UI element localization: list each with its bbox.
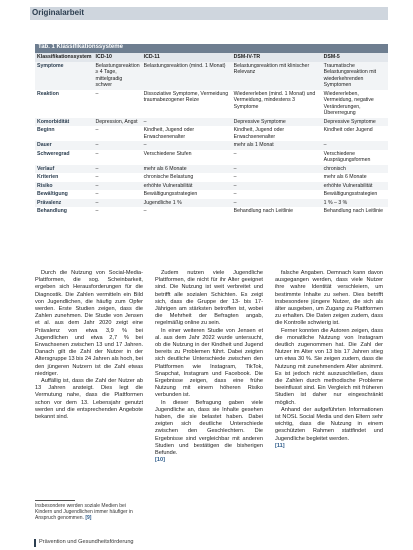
table-cell: Belastungsreaktion mit klinischer Relevanz — [232, 62, 322, 90]
table-row — [35, 118, 388, 127]
table-header-cell: Klassifikationssystem — [37, 54, 92, 60]
table-cell: – — [232, 173, 322, 182]
footnote — [35, 503, 143, 522]
table-cell: Schweregrad — [35, 150, 94, 165]
table-row — [35, 182, 388, 191]
table-cell: Symptome — [35, 62, 94, 90]
table-cell: Dissoziative Symptome, Vermeidung traumabezogener Reize — [142, 90, 232, 118]
table-cell: Bewältigungsstrategien — [322, 190, 388, 199]
table-cell: – — [232, 182, 322, 191]
table-row — [35, 141, 388, 150]
table-row — [35, 173, 388, 182]
table-cell: Depression, Angst — [94, 118, 142, 127]
body-column-3 — [275, 270, 383, 450]
paragraph: In einer weiteren Studie von Jensen et al. aus dem Jahr 2022 wurde untersucht, ob die Nutzung in der Kindheit und Jugend bereits zu Problemen führt. Dabei zeigten sich deutliche Unterschiede zwischen den Plattformen wie Instagram, TikTok, Snapchat, Instagram und Facebook. Die Ergebnisse zeigen, dass eine frühe Nutzung mit einem höheren Risiko verbunden ist. — [155, 327, 263, 399]
table-cell: – — [94, 182, 142, 191]
table-cell: – — [322, 141, 388, 150]
table-header-cell: DSM-IV-TR — [232, 53, 322, 62]
table-cell: Traumatische Belastungsreaktion mit wiederkehrenden Symptomen — [322, 62, 388, 90]
table-cell: – — [94, 141, 142, 150]
table-cell: Verschiedene Ausprägungsformen — [322, 150, 388, 165]
table-header-cell: DSM-5 — [322, 53, 388, 62]
table-cell: Bewältigung — [35, 190, 94, 199]
table-cell: Bewältigungsstrategien — [142, 190, 232, 199]
table-cell: Reaktion — [35, 90, 94, 118]
table-cell: – — [94, 190, 142, 199]
table-row — [35, 62, 388, 90]
footnote-text: Insbesondere werden soziale Medien bei Kindern und Jugendlichen immer häufiger in Anspruch genommen. — [35, 503, 133, 522]
table-cell: – — [142, 207, 232, 216]
table-cell: Belastungsreaktion ≥ 4 Tage, mittelgradig schwer — [95, 62, 140, 88]
paragraph: Ferner konnten die Autoren zeigen, dass die monatliche Nutzung von Instagram deutlich zugenommen hat. Die Zahl der Nutzer im Alter von 13 bis 17 Jahren stieg um etwa 30 %. Sie zeigen zudem, dass die Nutzung mit zunehmendem Alter abnimmt. Es ist jedoch nicht auszuschließen, dass die Zahlen durch methodische Probleme beeinflusst sind. Ein Vergleich mit früheren Studien ist daher nur eingeschränkt möglich. — [275, 327, 383, 406]
table-cell: – — [94, 150, 142, 165]
table-cell: Dauer — [35, 141, 94, 150]
table-cell: Prävalenz — [35, 199, 94, 208]
table-cell: Belastungsreaktion (mind. 1 Monat) — [142, 62, 232, 90]
table-header-row — [35, 53, 388, 62]
table-cell: Wiedererleben, Vermeidung, negative Veränderungen, Übererregung — [322, 90, 388, 118]
citation-link[interactable]: [10] — [155, 457, 165, 464]
table-cell: Jugendliche 1 % — [142, 199, 232, 208]
table-cell: Verschiedene Stufen — [142, 150, 232, 165]
paragraph: falsche Angaben. Demnach kann davon ausgegangen werden, dass viele Nutzer ihre wahre Identität verschleiern, um bestimmte Inhalte zu sehen. Dies betrifft insbesondere jüngere Nutzer, die sich als älter ausgeben, um Zugang zu Plattformen zu erhalten. Die Daten zeigen zudem, dass die Kontrolle schwierig ist. — [275, 270, 383, 327]
table-cell: erhöhte Vulnerabilität — [142, 182, 232, 191]
table-title: Tab. 1 Klassifikationssysteme — [38, 44, 123, 50]
footer-accent-bar — [34, 539, 36, 547]
table-cell: mehr als 1 Monat — [232, 141, 322, 150]
classification-table — [35, 53, 388, 216]
table-cell: Depressive Symptome — [232, 118, 322, 127]
table-cell: – — [232, 150, 322, 165]
table-title-bar — [35, 44, 388, 53]
table-row — [35, 126, 388, 141]
table-header-cell: ICD-10 — [94, 53, 142, 62]
table-cell: – — [94, 90, 142, 118]
table-cell: 1 % – 3 % — [322, 199, 388, 208]
citation-link[interactable]: [11] — [275, 442, 285, 449]
citation-link[interactable]: [9] — [85, 515, 92, 522]
table-cell: Verlauf — [35, 165, 94, 174]
table-cell: mehr als 6 Monate — [142, 165, 232, 174]
table-row — [35, 150, 388, 165]
table-row — [35, 199, 388, 208]
table-cell: – — [94, 173, 142, 182]
paragraph: Zudem nutzen viele Jugendliche Plattformen, die nicht für ihr Alter geeignet sind. Die Nutzung ist weit verbreitet und betrifft alle sozialen Schichten. Es zeigt sich, dass die Gruppe der 13- bis 17-Jährigen am stärksten betroffen ist, wobei die Mehrheit der Befragten angab, regelmäßig online zu sein. — [155, 270, 263, 327]
table-cell: chronisch — [322, 165, 388, 174]
table-cell: erhöhte Vulnerabilität — [322, 182, 388, 191]
table-row — [35, 207, 388, 216]
table-cell: – — [94, 207, 142, 216]
table-row — [35, 90, 388, 118]
table-cell: – — [94, 165, 142, 174]
table-cell: Beginn — [35, 126, 94, 141]
paragraph: Durch die Nutzung von Social-Media-Plattformen, die sog. Scheinbarkeit, ergeben sich Herausforderungen für die Diagnostik. Die Zahlen vermitteln ein Bild von Jugendlichen, die häufig zum Opfer werden. Erste Studien zeigen, dass die Zahlen zunehmen. Die Studie von Jensen et al. aus dem Jahr 2020 zeigt eine Prävalenz von etwa 3,9 % bei Jugendlichen und etwa 2,7 % bei Erwachsenen zwischen 13 und 17 Jahren. Danach gilt die Zahl der Nutzer in der Altersgruppe 13 bis 24 Jahren als hoch, bei den jüngeren Nutzern ist die Zahl etwas niedriger. — [35, 270, 143, 377]
table-cell: – — [142, 141, 232, 150]
table-cell: Kindheit, Jugend oder Erwachsenenalter — [142, 126, 232, 141]
paragraph: In dieser Befragung gaben viele Jugendliche an, dass sie Inhalte gesehen haben, die sie belastet haben. Dabei zeigten sich deutliche Unterschiede zwischen den Geschlechtern. Die Ergebnisse sind vergleichbar mit anderen Studien und bestätigen die bisherigen Befunde. — [155, 399, 263, 457]
table-cell: Komorbidität — [35, 118, 94, 127]
table-cell: chronische Belastung — [142, 173, 232, 182]
footnote-divider — [35, 500, 75, 501]
table-cell: Behandlung nach Leitlinie — [232, 207, 322, 216]
table-cell: Kriterien — [35, 173, 94, 182]
table-cell: Wiedererleben (mind. 1 Monat) und Vermeidung, mindestens 3 Symptome — [232, 90, 322, 118]
table-cell: – — [232, 190, 322, 199]
table-cell: mehr als 6 Monate — [322, 173, 388, 182]
body-column-2 — [155, 270, 263, 464]
table-cell: Kindheit, Jugend oder Erwachsenenalter — [232, 126, 322, 141]
table-cell: – — [94, 199, 142, 208]
journal-footer: Prävention und Gesundheitsförderung — [39, 539, 134, 545]
table-cell: Risiko — [35, 182, 94, 191]
paragraph: Auffällig ist, dass die Zahl der Nutzer ab 13 Jahren ansteigt. Dies legt die Vermutung nahe, dass die Plattformen schon vor dem 13. Lebensjahr genutzt werden und die entsprechenden Angebote bekannt sind. — [35, 378, 143, 421]
body-column-1 — [35, 270, 143, 421]
paragraph: Anhand der aufgeführten Informationen ist NOSL Social Media und den Eltern sehr wichtig, dass die Nutzung in einem geschützten Rahmen stattfindet und Jugendliche begleitet werden. — [275, 406, 383, 442]
table-cell: – — [142, 118, 232, 127]
table-cell: Kindheit oder Jugend — [322, 126, 388, 141]
table-cell: – — [232, 199, 322, 208]
table-cell: Behandlung nach Leitlinie — [322, 207, 388, 216]
section-header-label: Originalarbeit — [32, 8, 85, 17]
table-row — [35, 165, 388, 174]
table-row — [35, 190, 388, 199]
table-header-cell: ICD-11 — [142, 53, 232, 62]
table-cell: Behandlung — [35, 207, 94, 216]
table-cell: – — [94, 126, 142, 141]
table-cell: – — [232, 165, 322, 174]
section-header — [30, 7, 388, 20]
table-cell: Depressive Symptome — [322, 118, 388, 127]
